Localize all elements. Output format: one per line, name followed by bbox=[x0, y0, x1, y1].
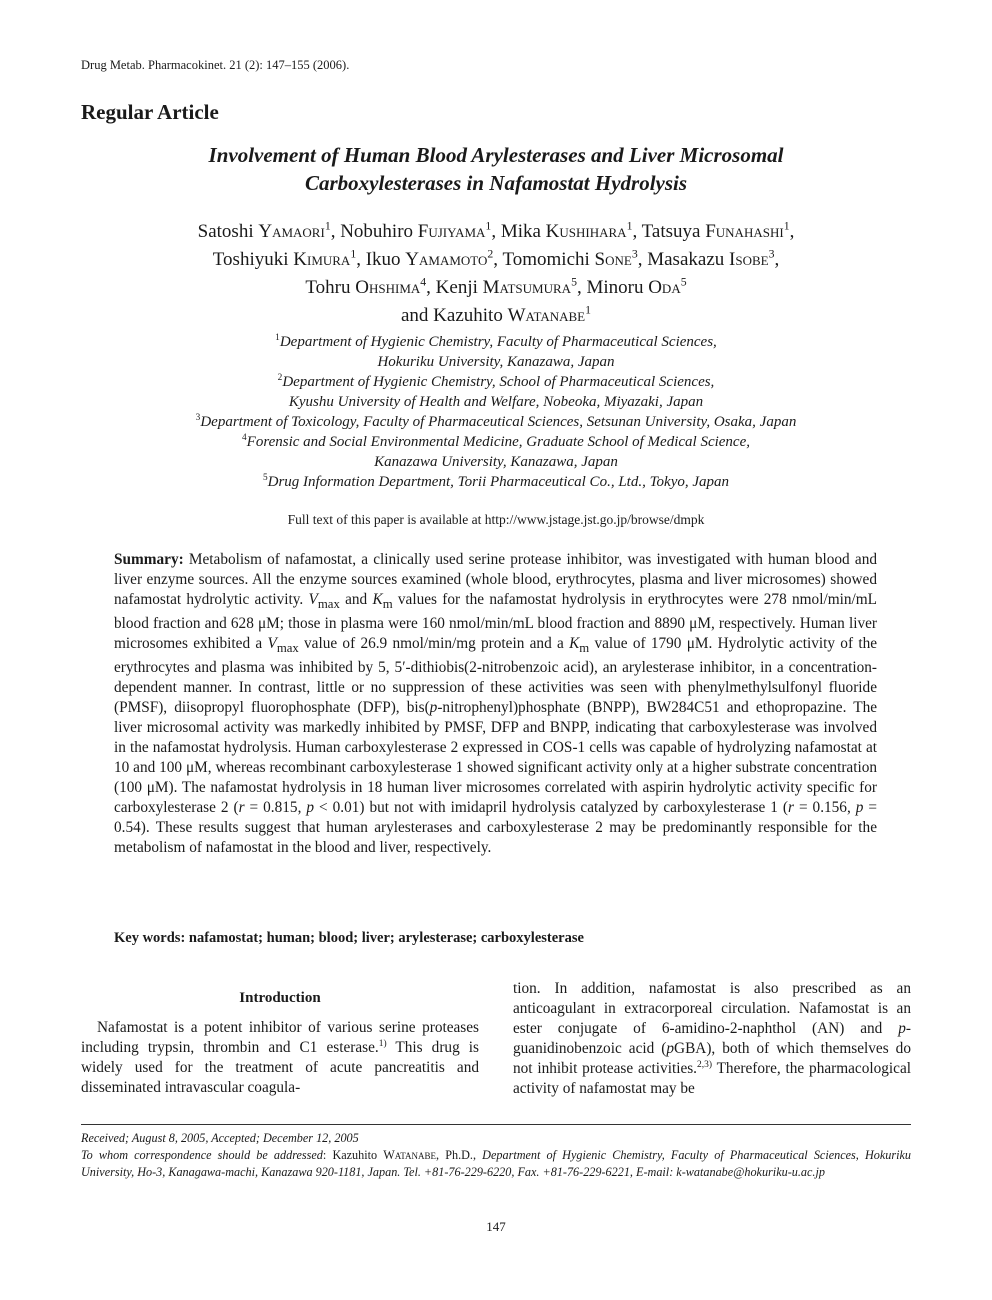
author-line-4 bbox=[81, 302, 911, 330]
author-separator: , bbox=[774, 249, 780, 270]
author-family: Sone bbox=[594, 249, 632, 270]
affiliation-number: 5 bbox=[262, 473, 268, 483]
author-affiliation: 5 bbox=[571, 275, 577, 289]
summary-text: -nitrophenyl)phosphate (BNPP), BW284C51 and ethopropazine. The liver microsomal activity was markedly inhibited by PMSF, DFP and BNPP, indicating that carboxylesterase was involved in the nafamostat hydrolysis. Human carboxylesterase 2 expressed in COS-1 cells was capable of hydrolyzing nafamostat at 10 and 100 μM, whereas recombinant carboxylesterase 1 showed significant activity only at a higher substrate concentration (100 μM). The nafamostat hydrolysis in 18 human liver microsomes correlated with aspirin hydrolytic activity specific for carboxylesterase 2 ( bbox=[114, 699, 878, 817]
author-affiliation: 1 bbox=[324, 219, 331, 233]
author-given: Toshiyuki bbox=[212, 249, 289, 270]
author-affiliation: 5 bbox=[680, 275, 687, 289]
intro-text: Nafamostat is a potent inhibitor of various serine proteases including trypsin, thrombin and C1 esterase. bbox=[81, 1019, 479, 1056]
author-family: Oda bbox=[648, 277, 681, 298]
affiliation-text: Forensic and Social Environmental Medicine, Graduate School of Medical Science, bbox=[246, 434, 750, 450]
author-family: Ohshima bbox=[355, 277, 421, 298]
p-symbol: p bbox=[666, 1040, 675, 1057]
affiliation-3 bbox=[81, 412, 911, 432]
intro-text: This drug is widely used for the treatment of acute pancreatitis and disseminated intravascular coagula- bbox=[81, 1039, 479, 1096]
summary-text: = 0.815, bbox=[244, 799, 307, 817]
affiliation-number: 3 bbox=[195, 413, 201, 423]
author-affiliation: 3 bbox=[768, 247, 775, 261]
km-subscript: m bbox=[579, 641, 590, 656]
full-text-notice: Full text of this paper is available at http://www.jstage.jst.go.jp/browse/dmpk bbox=[287, 512, 705, 527]
author-affiliation: 1 bbox=[783, 219, 790, 233]
km-subscript: m bbox=[382, 597, 393, 612]
author-family: Funahashi bbox=[705, 221, 784, 242]
author-line-3 bbox=[81, 274, 911, 302]
introduction-heading: Introduction bbox=[239, 990, 321, 1006]
intro-text: tion. In addition, nafamostat is also prescribed as an anticoagulant in extracorporeal circulation. Nafamostat is an ester conjugate of 6-amidino-2-naphthol (AN) and bbox=[513, 980, 911, 1037]
author-separator: , bbox=[789, 221, 795, 242]
article-title-line-1: Involvement of Human Blood Arylesterases and Liver Microsomal bbox=[208, 143, 784, 167]
affiliation-number: 1 bbox=[275, 333, 280, 343]
author-list bbox=[81, 218, 911, 330]
r-symbol: r bbox=[788, 799, 794, 817]
author-family: Yamamoto bbox=[405, 249, 488, 270]
summary-text: value of 1790 μM. Hydrolytic activity of the erythrocytes and plasma was inhibited by 5, 5′-dithiobis(2-nitrobenzoic acid), an arylesterase inhibitor, in a concentration-dependent manner. In contrast, little or no suppression of these activities was seen with phenylmethylsulfonyl fluoride (PMSF), diisopropyl fluorophosphate (DFP), bis( bbox=[114, 635, 878, 717]
author-given: and Kazuhito bbox=[400, 305, 503, 326]
affiliation-text: Drug Information Department, Torii Pharmaceutical Co., Ltd., Tokyo, Japan bbox=[267, 474, 730, 490]
author-separator: , bbox=[637, 249, 648, 270]
author-given: Ikuo bbox=[365, 249, 401, 270]
author-given: Tohru bbox=[305, 277, 351, 298]
p-symbol: p bbox=[429, 699, 438, 717]
km-symbol: K bbox=[372, 591, 383, 608]
summary-text: < 0.01) but not with imidapril hydrolysis catalyzed by carboxylesterase 1 ( bbox=[314, 799, 789, 817]
author-family: Fujiyama bbox=[417, 221, 486, 242]
author-separator: , bbox=[632, 221, 642, 242]
author-family: Yamaori bbox=[258, 221, 325, 242]
author-affiliation: 4 bbox=[420, 275, 427, 289]
author-affiliation: 2 bbox=[487, 247, 494, 261]
article-title-line-2: Carboxylesterases in Nafamostat Hydrolysis bbox=[304, 171, 688, 195]
correspondence-given: Kazuhito bbox=[332, 1148, 384, 1162]
correspondence-address: Department of Hygienic Chemistry, Faculty of Pharmaceutical Sciences, Hokuriku University, Ho-3, Kanagawa-machi, Kanazawa 920-1181, Japan. Tel. +81-76-229-6220, Fax. +81-76-229-6221, E-mail: k-watanabe@hokuriku-u.ac.jp bbox=[81, 1148, 911, 1179]
summary-text: = 0.156, bbox=[793, 799, 856, 817]
summary-text: values for the nafamostat hydrolysis in erythrocytes were 278 nmol/min/mL blood fraction and 628 μM; those in plasma were 160 nmol/min/mL blood fraction and 8890 μM, respectively. Human liver microsomes exhibited a bbox=[114, 591, 877, 653]
author-family: Watanabe bbox=[507, 305, 586, 326]
affiliation-1 bbox=[81, 332, 911, 352]
keywords: Key words: nafamostat; human; blood; liver; arylesterase; carboxylesterase bbox=[114, 930, 584, 946]
correspondence-colon: : bbox=[322, 1148, 333, 1162]
author-family: Kimura bbox=[293, 249, 351, 270]
affiliation-number: 4 bbox=[242, 433, 247, 443]
correspondence-degree: , Ph.D., bbox=[436, 1148, 483, 1162]
journal-reference: Drug Metab. Pharmacokinet. 21 (2): 147–155 (2006). bbox=[81, 58, 350, 72]
author-separator: , bbox=[491, 221, 501, 242]
author-given: Masakazu bbox=[647, 249, 725, 270]
summary-paragraph bbox=[114, 550, 877, 858]
author-given: Tomomichi bbox=[502, 249, 590, 270]
introduction-left-column bbox=[81, 1018, 479, 1098]
summary-label: Summary: bbox=[114, 551, 184, 568]
p-symbol: p bbox=[855, 799, 864, 817]
author-family: Kushihara bbox=[545, 221, 627, 242]
intro-text: Therefore, the pharmacological activity of nafamostat may be bbox=[513, 1060, 911, 1097]
vmax-subscript: max bbox=[276, 641, 299, 656]
correspondence-family: Watanabe bbox=[383, 1148, 437, 1162]
affiliation-1-cont: Hokuriku University, Kanazawa, Japan bbox=[377, 354, 615, 370]
author-affiliation: 3 bbox=[631, 247, 638, 261]
author-affiliation: 1 bbox=[350, 247, 357, 261]
article-type: Regular Article bbox=[81, 100, 219, 124]
p-symbol: p bbox=[898, 1020, 906, 1037]
author-given: Satoshi bbox=[197, 221, 254, 242]
affiliation-number: 2 bbox=[277, 373, 283, 383]
author-separator: , bbox=[493, 249, 503, 270]
affiliation-4-cont: Kanazawa University, Kanazawa, Japan bbox=[374, 454, 618, 470]
affiliation-text: Department of Toxicology, Faculty of Pharmaceutical Sciences, Setsunan University, Osaka, Japan bbox=[200, 414, 797, 430]
intro-text: GBA), both of which themselves do not inhibit protease activities. bbox=[513, 1040, 911, 1077]
affiliation-4 bbox=[81, 432, 911, 452]
footnote-divider bbox=[81, 1124, 911, 1125]
author-separator: , bbox=[330, 221, 341, 242]
citation-ref: 2,3) bbox=[697, 1059, 713, 1070]
author-affiliation: 1 bbox=[626, 219, 633, 233]
author-given: Nobuhiro bbox=[340, 221, 414, 242]
r-symbol: r bbox=[238, 799, 245, 817]
correspondence bbox=[81, 1147, 911, 1181]
summary-text: and bbox=[339, 591, 373, 608]
author-given: Tatsuya bbox=[641, 221, 701, 242]
author-family: Isobe bbox=[729, 249, 769, 270]
received-dates: Received; August 8, 2005, Accepted; December 12, 2005 bbox=[81, 1131, 359, 1145]
p-symbol: p bbox=[306, 799, 315, 817]
author-separator: , bbox=[576, 277, 587, 298]
author-affiliation: 1 bbox=[585, 303, 592, 317]
author-given: Kenji bbox=[435, 277, 478, 298]
correspondence-label: To whom correspondence should be addressed bbox=[81, 1148, 323, 1162]
author-affiliation: 1 bbox=[485, 219, 492, 233]
affiliation-2-cont: Kyushu University of Health and Welfare, Nobeoka, Miyazaki, Japan bbox=[288, 394, 704, 410]
citation-ref: 1) bbox=[378, 1038, 387, 1049]
page-number: 147 bbox=[486, 1219, 506, 1234]
author-separator: , bbox=[356, 249, 366, 270]
vmax-subscript: max bbox=[317, 597, 340, 612]
summary-text: value of 26.9 nmol/min/mg protein and a bbox=[298, 635, 570, 653]
author-given: Minoru bbox=[586, 277, 644, 298]
author-line-1 bbox=[81, 218, 911, 246]
author-line-2 bbox=[81, 246, 911, 274]
intro-text: -guanidinobenzoic acid ( bbox=[513, 1020, 911, 1057]
summary-text: Metabolism of nafamostat, a clinically used serine protease inhibitor, was investigated with human blood and liver enzyme sources. All the enzyme sources examined (whole blood, erythrocytes, plasma and liver microsomes) showed nafamostat hydrolytic activity. bbox=[114, 551, 877, 608]
author-family: Matsumura bbox=[482, 277, 572, 298]
affiliation-2 bbox=[81, 372, 911, 392]
author-separator: , bbox=[426, 277, 436, 298]
summary-text: = 0.54). These results suggest that human arylesterases and carboxylesterase 2 may be predominantly responsible for the metabolism of nafamostat in the blood and liver, respectively. bbox=[114, 799, 878, 857]
footnote bbox=[81, 1130, 911, 1181]
introduction-right-column bbox=[513, 979, 911, 1099]
affiliation-text: Department of Hygienic Chemistry, Faculty of Pharmaceutical Sciences, bbox=[279, 334, 717, 350]
affiliation-text: Department of Hygienic Chemistry, School of Pharmaceutical Sciences, bbox=[282, 374, 715, 390]
affiliation-5 bbox=[81, 472, 911, 492]
km-symbol: K bbox=[569, 635, 580, 653]
author-given: Mika bbox=[500, 221, 541, 242]
vmax-symbol: V bbox=[267, 635, 277, 653]
affiliation-list bbox=[81, 332, 911, 492]
vmax-symbol: V bbox=[308, 591, 318, 608]
